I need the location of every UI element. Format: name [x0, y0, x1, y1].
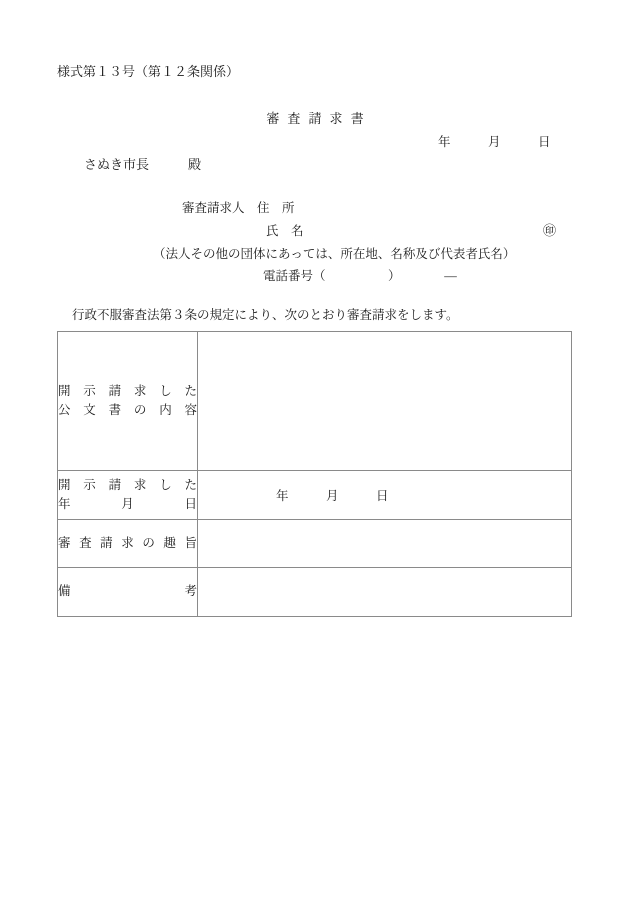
table-row [58, 332, 572, 471]
seal-stamp-icon: ㊞ [543, 223, 557, 238]
page-title: 審査請求書 [266, 111, 372, 126]
row-label-remarks [58, 568, 198, 617]
corporation-note: （法人その他の団体にあっては、所在地、名称及び代表者氏名） [153, 247, 516, 261]
row-label-disclosed-document-content [58, 332, 198, 471]
date-blank-line: 年 月 日 [276, 489, 389, 503]
row-value-remarks[interactable] [198, 568, 572, 617]
table-row [58, 471, 572, 520]
label-line: 開示請求した [58, 383, 197, 398]
row-label-disclosure-request-date [58, 471, 198, 520]
row-label-review-request-purpose [58, 520, 198, 568]
row-value-review-request-purpose[interactable] [198, 520, 572, 568]
label-line: 備考 [58, 584, 197, 599]
addressee-line: さぬき市長 殿 [84, 157, 202, 172]
submission-date-line: 年 月 日 [438, 135, 551, 149]
row-value-disclosure-request-date[interactable] [198, 471, 572, 520]
applicant-address-label: 審査請求人 住 所 [182, 201, 295, 215]
table-row [58, 520, 572, 568]
label-line: 審査請求の趣旨 [58, 535, 197, 550]
label-line: 開示請求した [58, 477, 197, 492]
table-row [58, 568, 572, 617]
label-line: 年 月 日 [58, 497, 197, 511]
form-number: 様式第１３号（第１２条関係） [57, 64, 240, 79]
body-sentence: 行政不服審査法第３条の規定により、次のとおり審査請求をします。 [72, 308, 459, 322]
row-value-disclosed-document-content[interactable] [198, 332, 572, 471]
label-line: 公文書の内容 [58, 403, 197, 417]
request-details-table [57, 331, 572, 617]
applicant-name-label: 氏 名 [266, 224, 304, 238]
telephone-label: 電話番号（ ） ― [263, 269, 457, 283]
